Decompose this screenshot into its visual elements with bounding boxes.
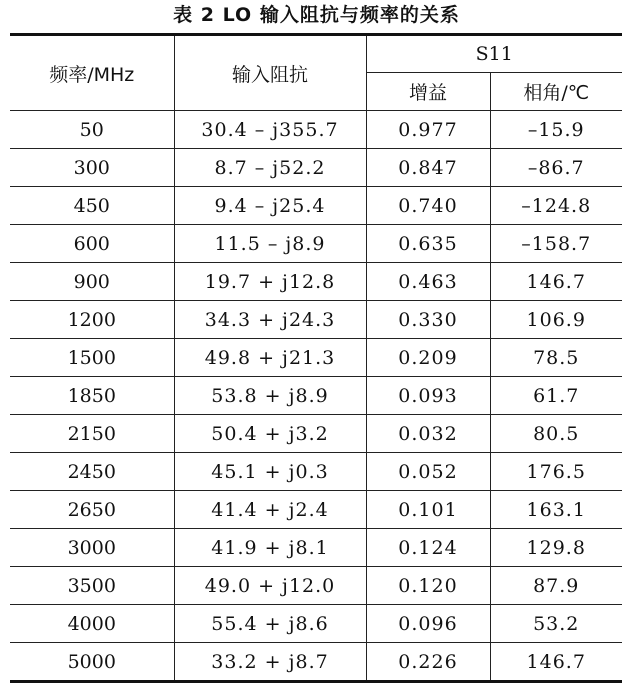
table-row [10,605,622,643]
table-row [10,491,622,529]
cell-impedance: 53.8 + j8.9 [174,377,366,415]
header-impedance: 输入阻抗 [174,35,366,111]
cell-frequency: 5000 [10,643,174,682]
cell-impedance: 50.4 + j3.2 [174,415,366,453]
cell-frequency: 1500 [10,339,174,377]
table-caption: 表 2 LO 输入阻抗与频率的关系 [173,4,460,26]
cell-impedance: 11.5 – j8.9 [174,225,366,263]
table-row [10,453,622,491]
cell-frequency: 300 [10,149,174,187]
cell-impedance: 41.9 + j8.1 [174,529,366,567]
cell-impedance: 8.7 – j52.2 [174,149,366,187]
cell-phase: 163.1 [490,491,622,529]
cell-gain: 0.226 [366,643,490,682]
cell-gain: 0.101 [366,491,490,529]
cell-gain: 0.977 [366,111,490,149]
table-row [10,339,622,377]
cell-gain: 0.093 [366,377,490,415]
cell-phase: 106.9 [490,301,622,339]
header-s11: S11 [366,35,622,73]
cell-impedance: 19.7 + j12.8 [174,263,366,301]
cell-gain: 0.740 [366,187,490,225]
cell-frequency: 50 [10,111,174,149]
cell-gain: 0.847 [366,149,490,187]
cell-impedance: 55.4 + j8.6 [174,605,366,643]
cell-phase: 146.7 [490,643,622,682]
cell-phase: 87.9 [490,567,622,605]
cell-gain: 0.096 [366,605,490,643]
table-row [10,529,622,567]
cell-impedance: 49.0 + j12.0 [174,567,366,605]
cell-phase: 53.2 [490,605,622,643]
cell-impedance: 34.3 + j24.3 [174,301,366,339]
cell-gain: 0.120 [366,567,490,605]
cell-phase: 80.5 [490,415,622,453]
cell-phase: 176.5 [490,453,622,491]
cell-impedance: 33.2 + j8.7 [174,643,366,682]
cell-impedance: 30.4 – j355.7 [174,111,366,149]
table-row [10,377,622,415]
cell-frequency: 3500 [10,567,174,605]
header-gain: 增益 [366,73,490,111]
table-row [10,567,622,605]
cell-frequency: 900 [10,263,174,301]
cell-phase: –15.9 [490,111,622,149]
cell-phase: –124.8 [490,187,622,225]
header-phase: 相角/℃ [490,73,622,111]
cell-impedance: 9.4 – j25.4 [174,187,366,225]
cell-gain: 0.209 [366,339,490,377]
header-frequency: 频率/MHz [10,35,174,111]
table-row [10,263,622,301]
cell-gain: 0.124 [366,529,490,567]
table-row [10,111,622,149]
table-row [10,187,622,225]
cell-gain: 0.330 [366,301,490,339]
cell-phase: 146.7 [490,263,622,301]
cell-gain: 0.052 [366,453,490,491]
cell-frequency: 3000 [10,529,174,567]
cell-phase: –158.7 [490,225,622,263]
impedance-table [10,33,622,683]
table-row [10,415,622,453]
cell-phase: 78.5 [490,339,622,377]
cell-frequency: 2650 [10,491,174,529]
table-row [10,225,622,263]
cell-frequency: 450 [10,187,174,225]
table-body [10,111,622,682]
cell-gain: 0.635 [366,225,490,263]
table-row [10,643,622,682]
cell-phase: –86.7 [490,149,622,187]
cell-frequency: 1200 [10,301,174,339]
table-row [10,301,622,339]
cell-gain: 0.032 [366,415,490,453]
cell-phase: 129.8 [490,529,622,567]
cell-impedance: 41.4 + j2.4 [174,491,366,529]
cell-impedance: 45.1 + j0.3 [174,453,366,491]
cell-frequency: 1850 [10,377,174,415]
cell-frequency: 600 [10,225,174,263]
cell-phase: 61.7 [490,377,622,415]
table-row [10,149,622,187]
cell-frequency: 2450 [10,453,174,491]
cell-frequency: 4000 [10,605,174,643]
cell-gain: 0.463 [366,263,490,301]
cell-impedance: 49.8 + j21.3 [174,339,366,377]
cell-frequency: 2150 [10,415,174,453]
